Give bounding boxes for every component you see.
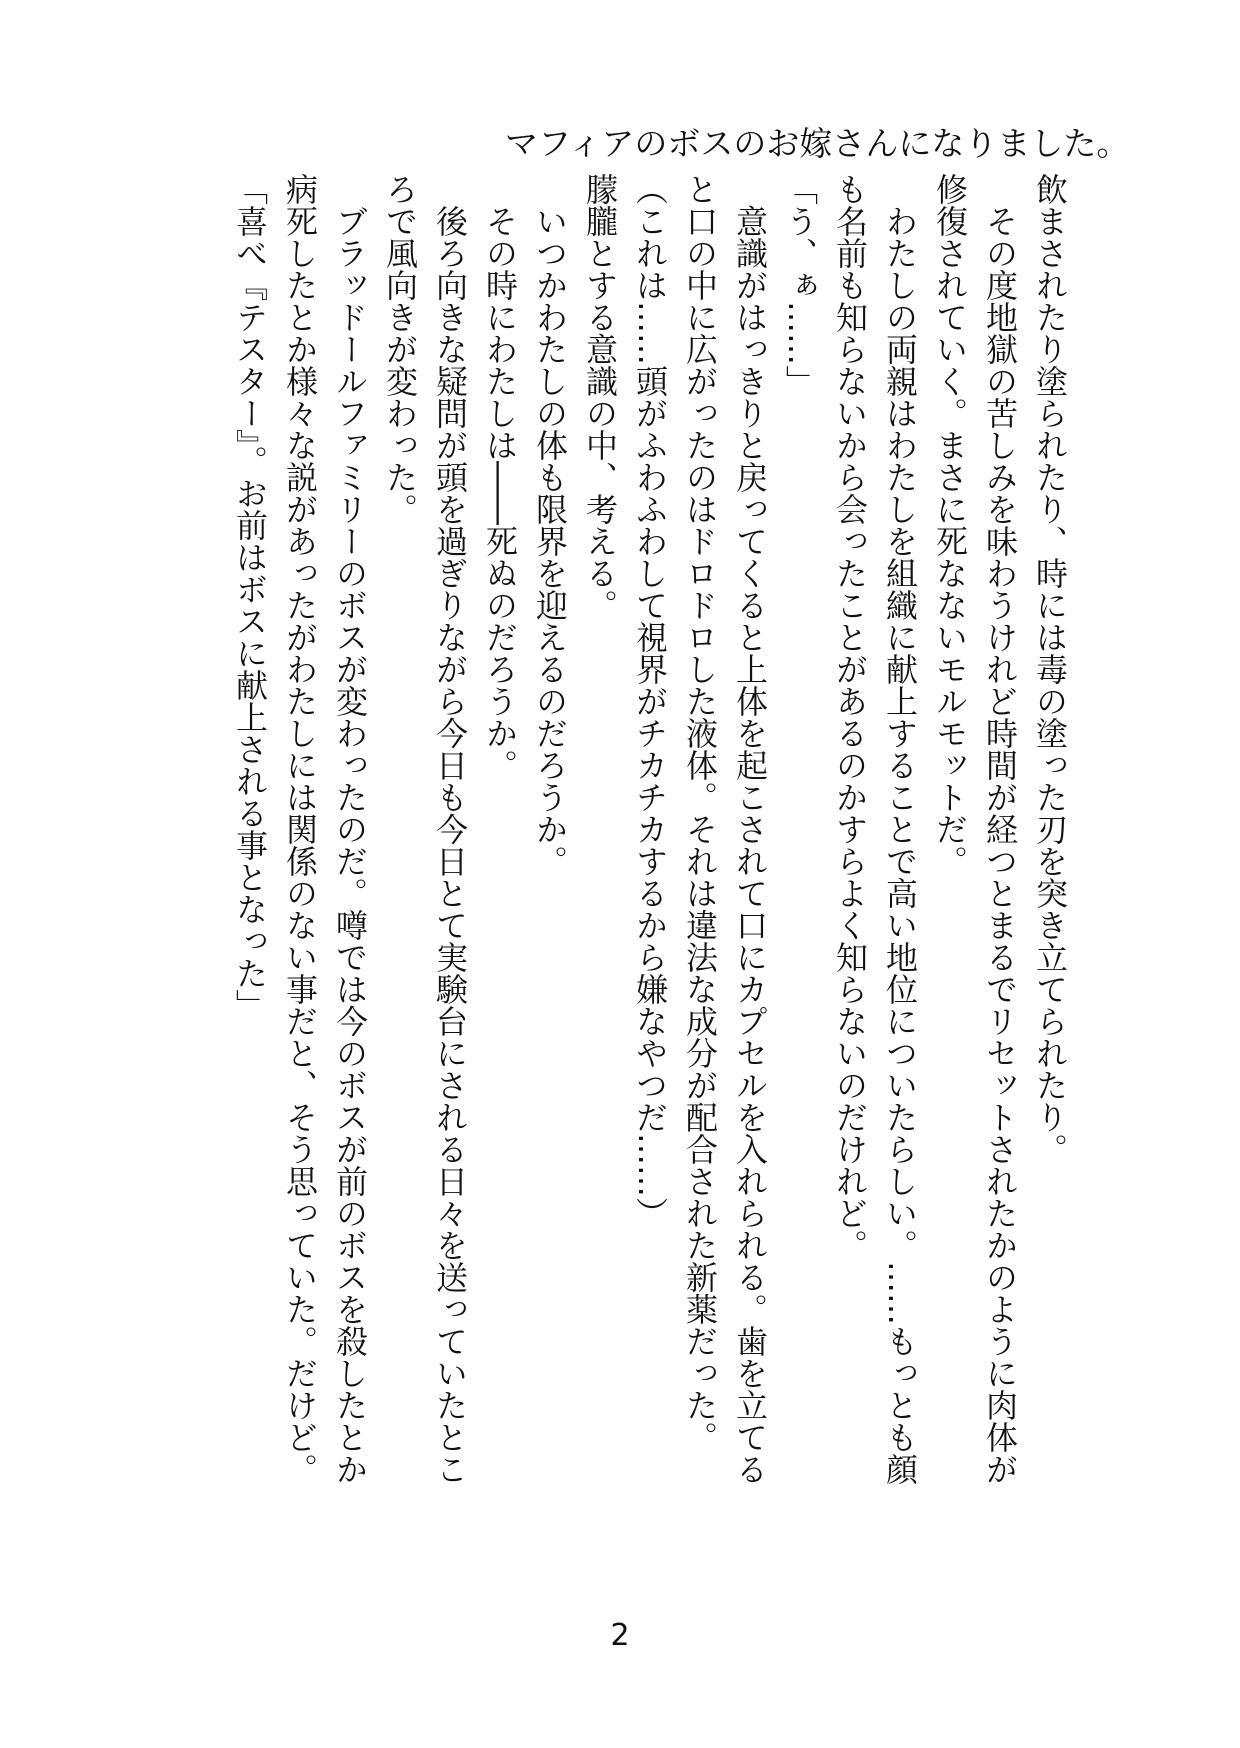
running-title: マフィアのボスのお嫁さんになりました。: [505, 124, 1130, 163]
text-line: も名前も知らないから会ったことがあるのかすらよく知らないのだけれど。: [831, 173, 869, 1261]
text-line: その時にわたしは――死ぬのだろうか。: [481, 173, 519, 781]
text-line: 病死したとか様々な説があったがわたしには関係のない事だと、そう思っていた。だけど。: [281, 173, 319, 1485]
text-line: いつかわたしの体も限界を迎えるのだろうか。: [531, 173, 569, 877]
text-line: ろで風向きが変わった。: [381, 173, 419, 525]
page-number: 2: [610, 1618, 630, 1653]
text-line: わたしの両親はわたしを組織に献上することで高い地位についたらしい。……もっとも顔: [881, 173, 919, 1485]
text-line: 飲まされたり塗られたり、時には毒の塗った刃を突き立てられたり。: [1031, 173, 1069, 1165]
text-line: （これは……頭がふわふわして視界がチカチカするから嫌なやつだ……）: [631, 173, 669, 1229]
body-text: [225, 173, 1075, 1503]
text-line: ブラッドールファミリーのボスが変わったのだ。噂では今のボスが前のボスを殺したとか: [331, 173, 369, 1485]
text-line: 朦朧とする意識の中、考える。: [581, 173, 619, 621]
text-line: 意識がはっきりと戻ってくると上体を起こされて口にカプセルを入れられる。歯を立てる: [731, 173, 769, 1485]
text-line: 「喜べ『テスター』。お前はボスに献上される事となった」: [231, 173, 269, 1021]
text-line: 「う、ぁ……」: [781, 173, 819, 397]
text-line: と口の中に広がったのはドロドロした液体。それは違法な成分が配合された新薬だった。: [681, 173, 719, 1453]
text-line: その度地獄の苦しみを味わうけれど時間が経つとまるでリセットされたかのように肉体が: [981, 173, 1019, 1485]
text-line: 後ろ向きな疑問が頭を過ぎりながら今日も今日とて実験台にされる日々を送っていたとこ: [431, 173, 469, 1485]
text-line: 修復されていく。まさに死なないモルモットだ。: [931, 173, 969, 877]
